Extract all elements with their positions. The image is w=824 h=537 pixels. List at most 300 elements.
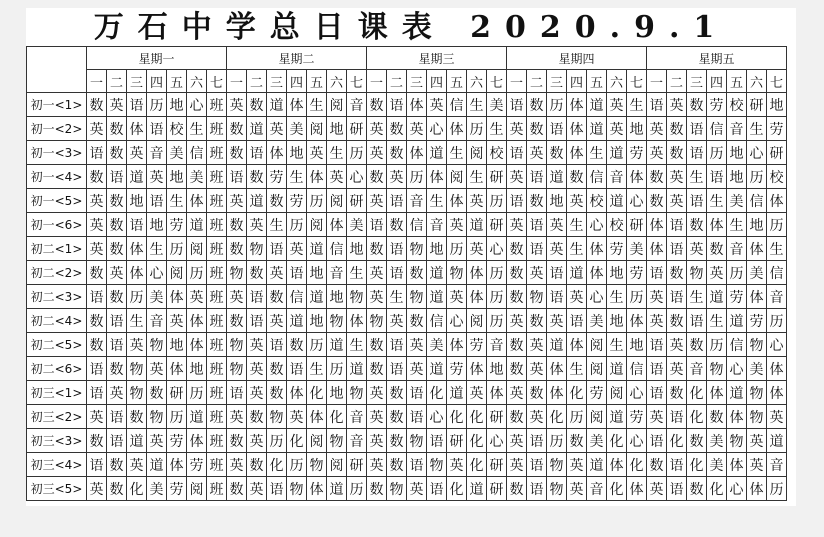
subject-cell: 信 (427, 309, 447, 333)
subject-cell: 信 (707, 117, 727, 141)
subject-cell: 英 (367, 405, 387, 429)
subject-cell: 数 (527, 381, 547, 405)
subject-cell: 数 (667, 309, 687, 333)
subject-cell: 体 (187, 429, 207, 453)
subject-cell: 英 (467, 189, 487, 213)
subject-cell: 道 (187, 213, 207, 237)
subject-cell: 语 (107, 405, 127, 429)
subject-cell: 地 (347, 237, 367, 261)
subject-cell: 语 (647, 333, 667, 357)
subject-cell: 班 (207, 189, 227, 213)
subject-cell: 语 (107, 429, 127, 453)
subject-cell: 信 (727, 333, 747, 357)
subject-cell: 英 (387, 165, 407, 189)
subject-cell: 历 (707, 333, 727, 357)
subject-cell: 英 (127, 141, 147, 165)
subject-cell: 体 (167, 285, 187, 309)
subject-cell: 道 (587, 93, 607, 117)
subject-cell: 英 (647, 285, 667, 309)
class-label: 初一<6> (27, 213, 87, 237)
subject-cell: 语 (267, 333, 287, 357)
subject-cell: 语 (687, 309, 707, 333)
subject-cell: 语 (687, 189, 707, 213)
subject-cell: 物 (547, 477, 567, 501)
class-row (27, 261, 787, 285)
subject-cell: 美 (707, 429, 727, 453)
subject-cell: 物 (227, 333, 247, 357)
subject-cell: 体 (187, 333, 207, 357)
subject-cell: 研 (767, 141, 787, 165)
period-header: 五 (727, 70, 747, 93)
subject-cell: 生 (307, 357, 327, 381)
subject-cell: 体 (287, 93, 307, 117)
subject-cell: 生 (427, 189, 447, 213)
subject-cell: 体 (467, 285, 487, 309)
subject-cell: 语 (387, 357, 407, 381)
subject-cell: 数 (687, 333, 707, 357)
subject-cell: 地 (167, 165, 187, 189)
class-label: 初二<5> (27, 333, 87, 357)
period-header: 六 (327, 70, 347, 93)
subject-cell: 英 (707, 261, 727, 285)
subject-cell: 道 (307, 285, 327, 309)
subject-cell: 心 (427, 117, 447, 141)
subject-cell: 语 (527, 165, 547, 189)
subject-cell: 体 (567, 93, 587, 117)
subject-cell: 道 (467, 213, 487, 237)
subject-cell: 心 (627, 381, 647, 405)
subject-cell: 心 (587, 285, 607, 309)
period-header: 一 (507, 70, 527, 93)
subject-cell: 校 (607, 213, 627, 237)
subject-cell: 语 (687, 141, 707, 165)
period-header: 六 (747, 70, 767, 93)
subject-cell: 英 (667, 333, 687, 357)
subject-cell: 英 (507, 453, 527, 477)
subject-cell: 语 (567, 309, 587, 333)
subject-cell: 数 (527, 117, 547, 141)
subject-cell: 体 (127, 117, 147, 141)
subject-cell: 道 (607, 141, 627, 165)
subject-cell: 数 (507, 333, 527, 357)
subject-cell: 生 (127, 309, 147, 333)
subject-cell: 生 (307, 93, 327, 117)
subject-cell: 数 (227, 213, 247, 237)
subject-cell: 化 (467, 453, 487, 477)
subject-cell: 地 (167, 93, 187, 117)
subject-cell: 体 (307, 477, 327, 501)
subject-cell: 音 (147, 141, 167, 165)
subject-cell: 体 (467, 261, 487, 285)
subject-cell: 化 (467, 429, 487, 453)
subject-cell: 生 (487, 117, 507, 141)
subject-cell: 研 (747, 93, 767, 117)
subject-cell: 数 (107, 213, 127, 237)
subject-cell: 心 (487, 429, 507, 453)
period-header: 二 (107, 70, 127, 93)
subject-cell: 物 (347, 381, 367, 405)
subject-cell: 语 (507, 93, 527, 117)
subject-cell: 美 (627, 237, 647, 261)
subject-cell: 生 (567, 237, 587, 261)
subject-cell: 语 (387, 333, 407, 357)
subject-cell: 语 (87, 285, 107, 309)
period-header: 五 (167, 70, 187, 93)
period-header: 五 (447, 70, 467, 93)
subject-cell: 英 (267, 309, 287, 333)
subject-cell: 物 (147, 333, 167, 357)
subject-cell: 体 (447, 117, 467, 141)
subject-cell: 数 (687, 477, 707, 501)
subject-cell: 生 (187, 117, 207, 141)
subject-cell: 道 (727, 381, 747, 405)
subject-cell: 物 (407, 285, 427, 309)
page-title: 万石中学总日课表 2020.9.1 (93, 10, 729, 45)
subject-cell: 数 (507, 237, 527, 261)
subject-cell: 音 (147, 309, 167, 333)
subject-cell: 班 (207, 93, 227, 117)
subject-cell: 语 (87, 141, 107, 165)
subject-cell: 化 (707, 477, 727, 501)
class-row (27, 165, 787, 189)
subject-cell: 英 (447, 213, 467, 237)
subject-cell: 英 (447, 453, 467, 477)
subject-cell: 语 (667, 405, 687, 429)
subject-cell: 体 (467, 357, 487, 381)
subject-cell: 道 (447, 381, 467, 405)
subject-cell: 数 (287, 333, 307, 357)
class-label: 初二<6> (27, 357, 87, 381)
subject-cell: 物 (707, 357, 727, 381)
subject-cell: 体 (587, 237, 607, 261)
subject-cell: 语 (707, 165, 727, 189)
subject-cell: 劳 (707, 93, 727, 117)
subject-cell: 生 (587, 141, 607, 165)
subject-cell: 音 (407, 189, 427, 213)
subject-cell: 数 (387, 117, 407, 141)
subject-cell: 英 (527, 357, 547, 381)
subject-cell: 劳 (187, 453, 207, 477)
subject-cell: 物 (687, 261, 707, 285)
subject-cell: 数 (107, 189, 127, 213)
class-label: 初一<5> (27, 189, 87, 213)
subject-cell: 地 (727, 165, 747, 189)
subject-cell: 美 (587, 429, 607, 453)
subject-cell: 地 (487, 357, 507, 381)
subject-cell: 数 (227, 141, 247, 165)
subject-cell: 心 (747, 141, 767, 165)
subject-cell: 英 (227, 453, 247, 477)
subject-cell: 语 (387, 237, 407, 261)
subject-cell: 生 (567, 213, 587, 237)
subject-cell: 语 (507, 189, 527, 213)
period-header: 七 (347, 70, 367, 93)
class-row (27, 453, 787, 477)
subject-cell: 班 (207, 309, 227, 333)
subject-cell: 化 (567, 381, 587, 405)
subject-cell: 英 (407, 477, 427, 501)
subject-cell: 心 (767, 333, 787, 357)
subject-cell: 英 (767, 405, 787, 429)
subject-cell: 数 (87, 165, 107, 189)
subject-cell: 英 (607, 93, 627, 117)
subject-cell: 体 (747, 477, 767, 501)
subject-cell: 历 (127, 285, 147, 309)
subject-cell: 研 (347, 453, 367, 477)
subject-cell: 数 (247, 261, 267, 285)
subject-cell: 数 (667, 117, 687, 141)
subject-cell: 地 (287, 141, 307, 165)
subject-cell: 历 (167, 405, 187, 429)
subject-cell: 阅 (447, 165, 467, 189)
subject-cell: 道 (427, 357, 447, 381)
subject-cell: 数 (367, 333, 387, 357)
subject-cell: 数 (247, 165, 267, 189)
subject-cell: 音 (607, 165, 627, 189)
subject-cell: 英 (507, 117, 527, 141)
period-header: 三 (407, 70, 427, 93)
subject-cell: 语 (547, 261, 567, 285)
subject-cell: 体 (447, 189, 467, 213)
subject-cell: 阅 (467, 141, 487, 165)
subject-cell: 语 (687, 117, 707, 141)
subject-cell: 体 (127, 237, 147, 261)
subject-cell: 英 (367, 285, 387, 309)
subject-cell: 数 (227, 117, 247, 141)
class-row (27, 477, 787, 501)
subject-cell: 英 (407, 357, 427, 381)
class-label: 初三<2> (27, 405, 87, 429)
subject-cell: 数 (247, 453, 267, 477)
subject-cell: 物 (387, 477, 407, 501)
day-header: 星期四 (507, 47, 647, 70)
subject-cell: 研 (487, 453, 507, 477)
subject-cell: 化 (447, 405, 467, 429)
subject-cell: 班 (207, 141, 227, 165)
subject-cell: 英 (667, 189, 687, 213)
subject-cell: 数 (667, 141, 687, 165)
subject-cell: 物 (247, 237, 267, 261)
subject-cell: 数 (527, 309, 547, 333)
subject-cell: 语 (247, 285, 267, 309)
subject-cell: 体 (627, 165, 647, 189)
period-header: 四 (427, 70, 447, 93)
subject-cell: 心 (427, 405, 447, 429)
subject-cell: 语 (667, 477, 687, 501)
subject-cell: 生 (707, 309, 727, 333)
subject-cell: 数 (267, 285, 287, 309)
subject-cell: 校 (487, 141, 507, 165)
subject-cell: 数 (647, 189, 667, 213)
subject-cell: 校 (727, 93, 747, 117)
subject-cell: 体 (747, 285, 767, 309)
subject-cell: 信 (747, 189, 767, 213)
subject-cell: 化 (447, 477, 467, 501)
subject-cell: 地 (167, 333, 187, 357)
subject-cell: 劳 (727, 285, 747, 309)
subject-cell: 语 (107, 165, 127, 189)
subject-cell: 道 (587, 117, 607, 141)
subject-cell: 信 (447, 93, 467, 117)
class-label: 初三<4> (27, 453, 87, 477)
subject-cell: 化 (687, 453, 707, 477)
subject-cell: 阅 (587, 357, 607, 381)
period-header: 一 (87, 70, 107, 93)
subject-cell: 数 (387, 429, 407, 453)
subject-cell: 英 (147, 357, 167, 381)
subject-cell: 体 (727, 453, 747, 477)
subject-cell: 英 (607, 117, 627, 141)
subject-cell: 化 (127, 477, 147, 501)
subject-cell: 英 (527, 405, 547, 429)
subject-cell: 道 (287, 309, 307, 333)
subject-cell: 数 (387, 405, 407, 429)
subject-cell: 语 (647, 429, 667, 453)
subject-cell: 数 (507, 477, 527, 501)
subject-cell: 道 (247, 117, 267, 141)
subject-cell: 阅 (587, 333, 607, 357)
period-header: 四 (707, 70, 727, 93)
subject-cell: 物 (327, 309, 347, 333)
subject-cell: 英 (247, 333, 267, 357)
subject-cell: 历 (447, 237, 467, 261)
subject-cell: 英 (547, 237, 567, 261)
subject-cell: 语 (527, 477, 547, 501)
subject-cell: 数 (527, 93, 547, 117)
subject-cell: 历 (487, 261, 507, 285)
subject-cell: 阅 (327, 93, 347, 117)
subject-cell: 语 (527, 429, 547, 453)
subject-cell: 语 (427, 429, 447, 453)
subject-cell: 劳 (447, 357, 467, 381)
subject-cell: 英 (367, 453, 387, 477)
subject-cell: 体 (767, 381, 787, 405)
subject-cell: 历 (767, 477, 787, 501)
subject-cell: 历 (407, 165, 427, 189)
subject-cell: 语 (547, 285, 567, 309)
subject-cell: 道 (327, 477, 347, 501)
subject-cell: 英 (567, 453, 587, 477)
subject-cell: 英 (567, 477, 587, 501)
subject-cell: 生 (727, 213, 747, 237)
subject-cell: 数 (567, 429, 587, 453)
subject-cell: 劳 (587, 381, 607, 405)
period-header: 三 (687, 70, 707, 93)
subject-cell: 地 (747, 213, 767, 237)
subject-cell: 数 (267, 381, 287, 405)
subject-cell: 道 (247, 189, 267, 213)
subject-cell: 地 (147, 213, 167, 237)
subject-cell: 英 (367, 117, 387, 141)
subject-cell: 道 (607, 189, 627, 213)
subject-cell: 劳 (267, 165, 287, 189)
period-header: 六 (607, 70, 627, 93)
subject-cell: 生 (687, 285, 707, 309)
subject-cell: 地 (427, 237, 447, 261)
subject-cell: 道 (427, 141, 447, 165)
subject-cell: 研 (447, 429, 467, 453)
subject-cell: 心 (487, 237, 507, 261)
subject-cell: 道 (547, 333, 567, 357)
subject-cell: 历 (347, 477, 367, 501)
subject-cell: 数 (387, 141, 407, 165)
subject-cell: 历 (147, 93, 167, 117)
subject-cell: 班 (207, 165, 227, 189)
subject-cell: 劳 (627, 405, 647, 429)
subject-cell: 信 (287, 285, 307, 309)
subject-cell: 英 (507, 429, 527, 453)
class-label: 初一<2> (27, 117, 87, 141)
subject-cell: 数 (247, 93, 267, 117)
corner-cell (27, 47, 87, 93)
subject-cell: 音 (687, 357, 707, 381)
subject-cell: 物 (427, 453, 447, 477)
subject-cell: 体 (607, 453, 627, 477)
subject-cell: 体 (567, 117, 587, 141)
subject-cell: 语 (387, 189, 407, 213)
subject-cell: 体 (707, 213, 727, 237)
subject-cell: 化 (687, 381, 707, 405)
subject-cell: 数 (87, 333, 107, 357)
subject-cell: 英 (267, 261, 287, 285)
subject-cell: 道 (767, 429, 787, 453)
subject-cell: 体 (187, 189, 207, 213)
subject-cell: 英 (87, 189, 107, 213)
subject-cell: 历 (487, 189, 507, 213)
class-label: 初一<4> (27, 165, 87, 189)
subject-cell: 班 (207, 285, 227, 309)
subject-cell: 美 (187, 165, 207, 189)
subject-cell: 语 (667, 213, 687, 237)
class-row (27, 333, 787, 357)
subject-cell: 历 (487, 285, 507, 309)
subject-cell: 生 (627, 93, 647, 117)
timetable (26, 46, 787, 501)
period-header: 五 (307, 70, 327, 93)
subject-cell: 英 (447, 285, 467, 309)
subject-cell: 班 (207, 213, 227, 237)
subject-cell: 物 (327, 429, 347, 453)
day-header: 星期一 (87, 47, 227, 70)
subject-cell: 历 (547, 429, 567, 453)
subject-cell: 生 (707, 189, 727, 213)
subject-cell: 英 (127, 453, 147, 477)
subject-cell: 美 (427, 333, 447, 357)
subject-cell: 研 (167, 381, 187, 405)
subject-cell: 数 (107, 477, 127, 501)
subject-cell: 化 (667, 429, 687, 453)
subject-cell: 道 (147, 453, 167, 477)
subject-cell: 英 (667, 93, 687, 117)
subject-cell: 语 (247, 141, 267, 165)
subject-cell: 历 (287, 453, 307, 477)
class-label: 初二<4> (27, 309, 87, 333)
subject-cell: 劳 (287, 189, 307, 213)
subject-cell: 道 (567, 261, 587, 285)
subject-cell: 信 (407, 213, 427, 237)
subject-cell: 历 (347, 141, 367, 165)
subject-cell: 班 (207, 405, 227, 429)
subject-cell: 音 (727, 117, 747, 141)
subject-cell: 英 (547, 213, 567, 237)
subject-cell: 英 (507, 381, 527, 405)
subject-cell: 生 (607, 333, 627, 357)
subject-cell: 物 (227, 261, 247, 285)
subject-cell: 英 (367, 381, 387, 405)
subject-cell: 生 (567, 357, 587, 381)
subject-cell: 语 (387, 261, 407, 285)
subject-cell: 英 (647, 141, 667, 165)
